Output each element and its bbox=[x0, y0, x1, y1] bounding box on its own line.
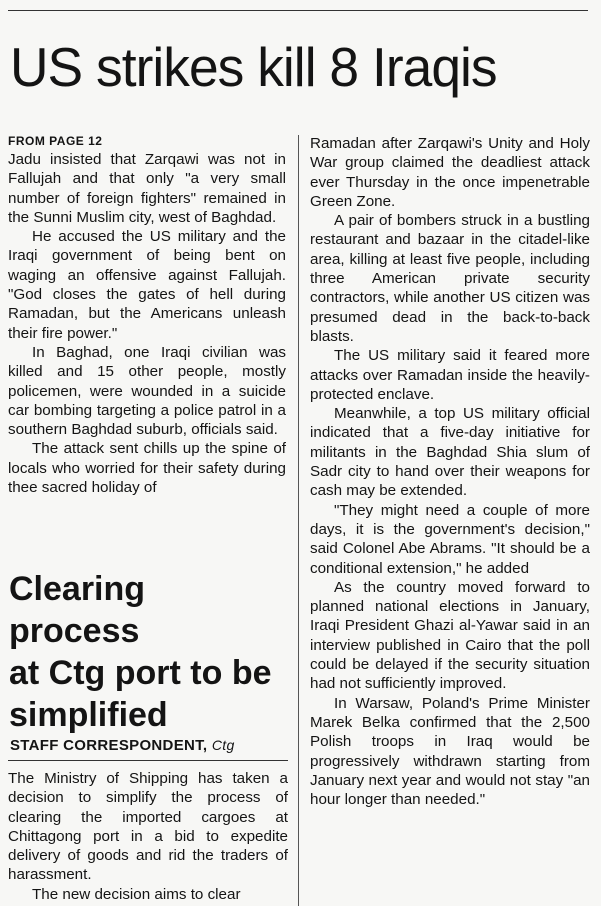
headline-line: simplified bbox=[9, 696, 168, 734]
headline-line: process bbox=[9, 612, 140, 650]
paragraph: A pair of bombers struck in a bustling restaurant and bazaar in the citadel-like area, killing at least five people, including three American private security contractors, while another US citizen was presumed dead in the back-to-back blasts. bbox=[310, 212, 590, 345]
paragraph: As the country moved forward to planned national elections in January, Iraqi President Ghazi al-Yawar said in an interview published in Cairo that the poll could be delayed if the security situation had not sufficiently improved. bbox=[310, 578, 590, 693]
paragraph: He accused the US military and the Iraqi government of being bent on waging an offensive against Fallujah. "God closes the gates of hell during Ramadan, but the Americans unleash their fire power." bbox=[8, 228, 286, 342]
top-rule bbox=[8, 10, 588, 11]
paragraph: Ramadan after Zarqawi's Unity and Holy War group claimed the deadliest attack ever Thursday in the once impenetrable Green Zone. bbox=[310, 135, 590, 210]
paragraph: The new decision aims to clear bbox=[32, 885, 241, 903]
main-headline: US strikes kill 8 Iraqis bbox=[10, 36, 497, 98]
byline-author: STAFF CORRESPONDENT, bbox=[10, 737, 208, 754]
paragraph: In Baghad, one Iraqi civilian was killed and 15 other people, mostly policemen, were wounded in a suicide car bombing targeting a police patrol in a southern Baghdad suburb, officials said. bbox=[8, 343, 286, 439]
byline-rule bbox=[8, 760, 288, 761]
second-story-body bbox=[8, 769, 288, 904]
byline-location: Ctg bbox=[211, 737, 235, 753]
column-divider bbox=[298, 135, 299, 906]
paragraph: Meanwhile, a top US military official indicated that a five-day initiative for militants in the Baghdad Shia slum of Sadr city to hand over their weapons for cash may be extended. bbox=[310, 405, 590, 500]
byline bbox=[10, 735, 235, 756]
continuation-kicker: FROM PAGE 12 bbox=[8, 134, 103, 148]
headline-line: at Ctg port to be bbox=[9, 654, 272, 692]
paragraph: The attack sent chills up the spine of locals who worried for their safety during thee sacred holiday of bbox=[8, 440, 286, 497]
right-column-story bbox=[310, 134, 590, 809]
second-story-headline bbox=[9, 568, 294, 736]
left-column-story bbox=[8, 150, 286, 497]
paragraph: The US military said it feared more attacks over Ramadan inside the heavily-protected enclave. bbox=[310, 347, 590, 403]
paragraph: "They might need a couple of more days, it is the government's decision," said Colonel Abe Abrams. "It should be a conditional extension," he added bbox=[310, 501, 590, 577]
paragraph: The Ministry of Shipping has taken a decision to simplify the process of clearing the imported cargoes at Chittagong port in a bid to expedite delivery of goods and rid the traders of harassment. bbox=[8, 770, 288, 884]
paragraph: In Warsaw, Poland's Prime Minister Marek Belka confirmed that the 2,500 Polish troops in Iraq would be progressively withdrawn starting from January next year and would not stay "an hour longer than needed." bbox=[310, 694, 590, 809]
paragraph: Jadu insisted that Zarqawi was not in Fallujah and that only "a very small number of foreign fighters" remained in the Sunni Muslim city, west of Baghdad. bbox=[8, 151, 286, 226]
headline-line: Clearing bbox=[9, 570, 146, 608]
